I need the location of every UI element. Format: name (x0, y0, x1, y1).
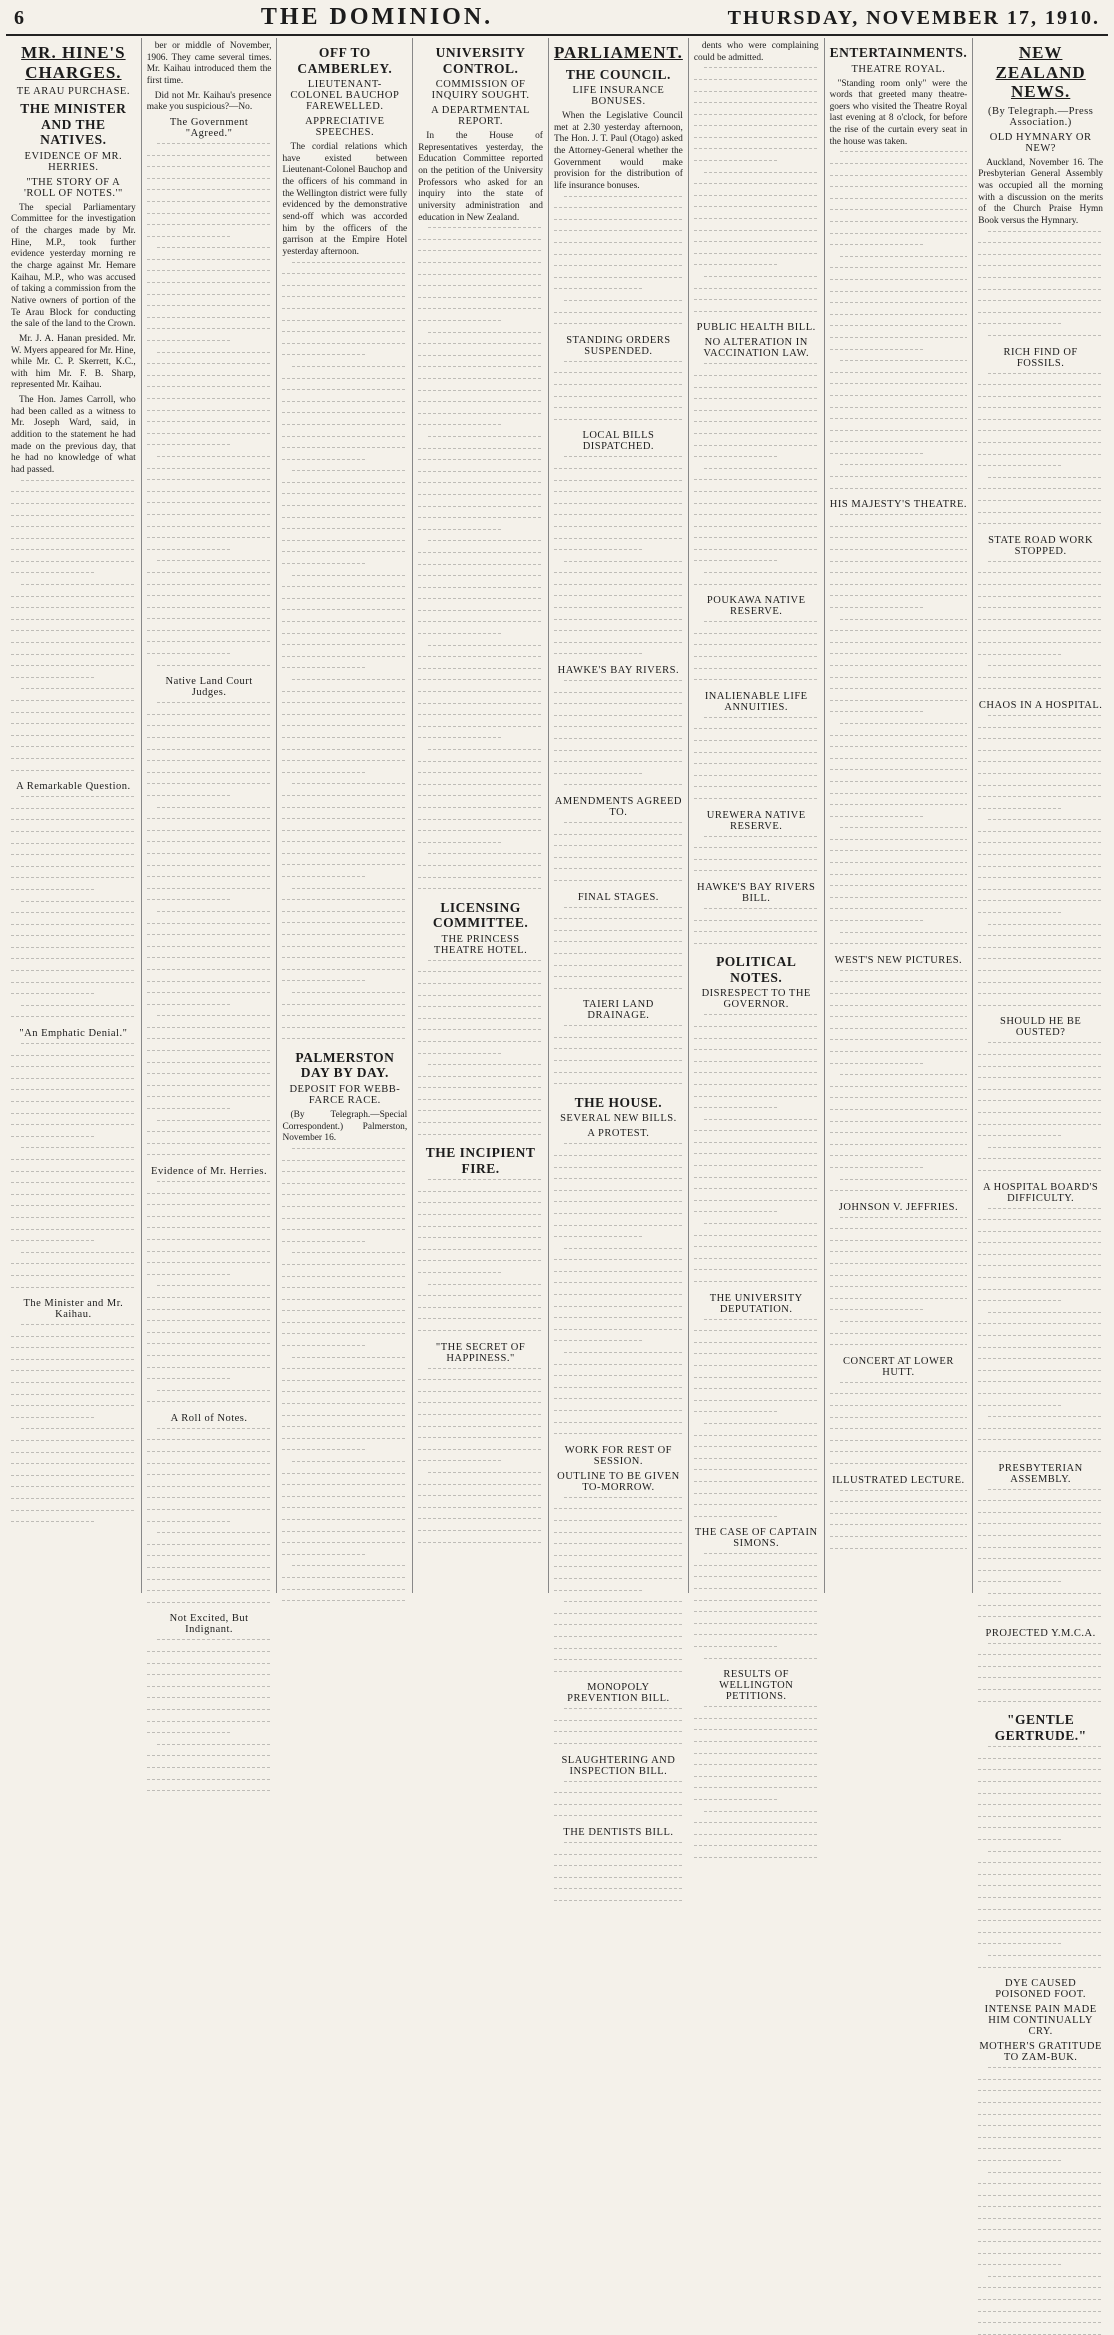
body-text-block (694, 836, 819, 872)
headline: STATE ROAD WORK STOPPED. (988, 534, 1094, 557)
headline: HAWKE'S BAY RIVERS BILL. (697, 881, 816, 904)
headline: AMENDMENTS AGREED TO. (554, 795, 682, 818)
headline: COMMISSION OF INQUIRY SOUGHT. (431, 79, 530, 102)
body-text-block (694, 1014, 819, 1282)
body-text-block (554, 1497, 683, 1672)
headline: CHAOS IN A HOSPITAL. (978, 699, 1103, 711)
headline: The Minister and Mr. Kaihau. (23, 1298, 124, 1321)
body-text-block (978, 373, 1103, 525)
columns (6, 38, 1108, 2064)
body-text-block (282, 262, 407, 1040)
column-4 (412, 38, 548, 1593)
headline: PUBLIC HEALTH BILL. (696, 322, 816, 334)
headline: LIEUTENANT-COLONEL BAUCHOP FAREWELLED. (290, 79, 400, 113)
headline: MR. HINE'S CHARGES. (21, 43, 126, 82)
headline: PALMERSTON DAY BY DAY. (295, 1049, 395, 1081)
headline: INALIENABLE LIFE ANNUITIES. (704, 690, 808, 713)
headline: APPRECIATIVE SPEECHES. (305, 116, 385, 139)
headline: STANDING ORDERS SUSPENDED. (566, 334, 671, 357)
headline: TAIERI LAND DRAINAGE. (582, 999, 654, 1022)
headline: THEATRE ROYAL. (851, 63, 946, 75)
body-text-block (694, 1553, 819, 1658)
body-text-block (418, 960, 543, 1135)
headline: "An Emphatic Denial." (19, 1028, 128, 1040)
headline: THE INCIPIENT FIRE. (425, 1145, 536, 1176)
article-paragraph: Mr. J. A. Hanan presided. Mr. W. Myers appeared for Mr. Hine, while Mr. C. P. Skerrett, K.C., with him Mr. F. B. Sharp, represented Mr. Kaihau. (11, 333, 136, 391)
headline: The Government "Agreed." (169, 116, 249, 139)
body-text-block (11, 1043, 136, 1287)
headline: DISRESPECT TO THE GOVERNOR. (701, 988, 811, 1011)
article-paragraph: The cordial relations which have existed between Lieutenant-Colonel Bauchop and the officers of his command in the Wellington district were fully evidenced by the demonstrative send-off which was accorded him by the officers of the garrison at the Empire Hotel yesterday afternoon. (282, 142, 408, 257)
body-text-block (978, 1746, 1103, 1967)
headline: SHOULD HE BE OUSTED? (1000, 1016, 1082, 1039)
body-text-block (554, 1781, 683, 1817)
headline: THE MINISTER AND THE NATIVES. (20, 101, 127, 148)
headline: PRESBYTERIAN ASSEMBLY. (998, 1462, 1083, 1485)
headline: THE COUNCIL. (565, 66, 671, 82)
body-text-block (554, 1708, 683, 1744)
column-7 (824, 38, 973, 1593)
headline: RESULTS OF WELLINGTON PETITIONS. (719, 1669, 794, 1703)
column-6 (688, 38, 824, 1703)
body-text-block (418, 1368, 543, 1543)
body-text-block (978, 561, 1103, 690)
body-text-block (554, 196, 683, 325)
masthead (6, 4, 1108, 36)
body-text-block (418, 1179, 543, 1331)
article-paragraph: ber or middle of November, 1906. They came several times. Mr. Kaihau introduced them the first time. (146, 41, 272, 86)
headline: LIFE INSURANCE BONUSES. (572, 85, 665, 108)
body-text-block (554, 361, 683, 420)
headline: UREWERA NATIVE RESERVE. (706, 809, 806, 832)
headline: CONCERT AT LOWER HUTT. (843, 1355, 954, 1378)
headline: A Roll of Notes. (170, 1412, 248, 1424)
headline: PARLIAMENT. (553, 43, 683, 62)
body-text-block (978, 715, 1103, 1006)
body-text-block (147, 1428, 272, 1603)
body-text-block (978, 1643, 1103, 1702)
headline: THE DENTISTS BILL. (563, 1827, 674, 1839)
headline: NEW ZEALAND NEWS. (995, 43, 1086, 102)
headline: OFF TO CAMBERLEY. (297, 45, 393, 76)
headline: ENTERTAINMENTS. (829, 45, 968, 60)
headline: Evidence of Mr. Herries. (151, 1166, 268, 1177)
headline: LICENSING COMMITTEE. (432, 899, 529, 931)
body-text-block (694, 717, 819, 799)
article-paragraph: Auckland, November 16. The Presbyterian General Assembly was occupied all the morning with a discussion on the merits of the Church Praise Hymn Book versus the Hymnary. (978, 157, 1103, 226)
headline: HIS MAJESTY'S THEATRE. (829, 499, 968, 511)
body-text-block (554, 1025, 683, 1084)
body-text-block (694, 621, 819, 680)
headline: OUTLINE TO BE GIVEN TO-MORROW. (557, 1470, 680, 1493)
body-text-block (554, 822, 683, 881)
body-text-block (694, 1706, 819, 1858)
body-text-block (978, 2067, 1103, 2335)
body-text-block (694, 67, 819, 311)
headline: PROJECTED Y.M.C.A. (985, 1627, 1096, 1639)
headline: POLITICAL NOTES. (716, 954, 797, 985)
body-text-block (147, 143, 272, 666)
headline: SLAUGHTERING AND INSPECTION BILL. (561, 1754, 676, 1777)
body-text-block (11, 796, 136, 1017)
headline: A Remarkable Question. (16, 781, 131, 793)
body-text-block (830, 1382, 968, 1464)
headline: MONOPOLY PREVENTION BILL. (567, 1682, 670, 1705)
body-text-block (554, 907, 683, 989)
article-paragraph: The special Parliamentary Committee for the investigation of the charges made by Mr. Hine, M.P., took further evidence yesterday morning re the charge against Mr. Hemare Kaihau, M.P., who was accused of taking a commission from the Native owners of portion of the Te Arau Block for conducting the sale of the land to the Crown. (11, 202, 136, 330)
headline: POUKAWA NATIVE RESERVE. (706, 595, 806, 618)
body-text-block (978, 1208, 1103, 1452)
headline: MOTHER'S GRATITUDE TO ZAM-BUK. (979, 2041, 1102, 2064)
body-text-block (830, 1490, 968, 1549)
body-text-block (694, 1319, 819, 1517)
issue-date: THURSDAY, NOVEMBER 17, 1910. (727, 7, 1100, 29)
headline: Native Land Court Judges. (165, 676, 253, 699)
column-1 (6, 38, 141, 1593)
article-paragraph: When the Legislative Council met at 2.30 yesterday afternoon, The Hon. J. T. Paul (Otago) asked the Attorney-General whether the Government would make provision for the distribution of life insurance bonuses. (553, 111, 683, 191)
headline: DYE CAUSED POISONED FOOT. (995, 1978, 1087, 2001)
body-text-block (830, 1217, 968, 1346)
body-text-block (554, 680, 683, 785)
body-text-block (694, 363, 819, 584)
headline: "GENTLE GERTRUDE." (994, 1712, 1087, 1743)
body-text-block (554, 1842, 683, 1901)
body-text-block (830, 970, 968, 1191)
headline: DEPOSIT FOR WEBB-FARCE RACE. (289, 1084, 401, 1106)
body-text-block (11, 1324, 136, 1522)
article-paragraph: The Hon. James Carroll, who had been called as a witness to Mr. Joseph Ward, said, in addition to the statement he had made on the previous day, that he had no knowledge of what had passed. (11, 395, 136, 476)
headline: "THE SECRET OF HAPPINESS." (435, 1341, 526, 1364)
headline: Not Excited, But Indignant. (169, 1613, 249, 1636)
headline: (By Telegraph.—Press Association.) (987, 105, 1094, 128)
body-text-block (418, 227, 543, 889)
article-paragraph: Did not Mr. Kaihau's presence make you suspicious?—No. (146, 90, 272, 113)
headline: HAWKE'S BAY RIVERS. (557, 665, 680, 677)
headline: RICH FIND OF FOSSILS. (1003, 346, 1078, 369)
headline: JOHNSON V. JEFFRIES. (838, 1201, 959, 1213)
headline: A DEPARTMENTAL REPORT. (431, 105, 530, 128)
column-2 (141, 38, 277, 1636)
body-text-block (147, 702, 272, 1155)
body-text-block (830, 151, 968, 488)
body-text-block (978, 1489, 1103, 1618)
article-paragraph: "Standing room only" were the words that greeted many theatre-goers who visited the Theatre Royal last evening at 8 o'clock, for before the rise of the curtain every seat in the house was taken. (829, 78, 968, 147)
headline: WEST'S NEW PICTURES. (834, 954, 963, 966)
headline: THE UNIVERSITY DEPUTATION. (709, 1292, 803, 1315)
body-text-block (554, 456, 683, 654)
body-text-block (830, 514, 968, 944)
body-text-block (282, 1148, 407, 1601)
headline: EVIDENCE OF MR. HERRIES. (24, 150, 123, 173)
body-text-block (694, 908, 819, 944)
headline: LOCAL BILLS DISPATCHED. (582, 430, 655, 453)
column-8 (972, 38, 1108, 2064)
headline: THE HOUSE. (574, 1094, 663, 1110)
page-number: 6 (14, 7, 24, 29)
body-text-block (11, 480, 136, 771)
paper-title: THE DOMINION. (260, 4, 494, 30)
column-3 (276, 38, 412, 1593)
headline: NO ALTERATION IN VACCINATION LAW. (703, 337, 810, 360)
headline: FINAL STAGES. (577, 891, 659, 903)
headline: TE ARAU PURCHASE. (16, 86, 130, 98)
article-paragraph: In the House of Representatives yesterday, the Education Committee reported on the petition of the University Professors who asked for an inquiry into the state of university administration and education in New Zealand. (418, 131, 543, 223)
headline: ILLUSTRATED LECTURE. (832, 1474, 965, 1486)
headline: "THE STORY OF A 'ROLL OF NOTES.'" (24, 176, 123, 199)
headline: THE PRINCESS THEATRE HOTEL. (433, 933, 528, 956)
body-text-block (147, 1181, 272, 1402)
body-text-block (978, 1042, 1103, 1171)
body-text-block (147, 1639, 272, 1791)
headline: UNIVERSITY CONTROL. (435, 45, 526, 76)
article-paragraph: dents who were complaining could be admitted. (693, 41, 819, 63)
column-5 (548, 38, 688, 1839)
headline: THE CASE OF CAPTAIN SIMONS. (694, 1527, 818, 1550)
headline: INTENSE PAIN MADE HIM CONTINUALLY CRY. (984, 2004, 1097, 2038)
headline: A HOSPITAL BOARD'S DIFFICULTY. (983, 1181, 1099, 1204)
body-text-block (554, 1143, 683, 1434)
headline: OLD HYMNARY OR NEW? (989, 131, 1092, 154)
article-paragraph: (By Telegraph.—Special Correspondent.) Palmerston, November 16. (282, 1110, 408, 1144)
headline: A PROTEST. (587, 1128, 650, 1140)
headline: SEVERAL NEW BILLS. (560, 1113, 677, 1125)
headline: WORK FOR REST OF SESSION. (564, 1444, 673, 1467)
body-text-block (978, 231, 1103, 336)
